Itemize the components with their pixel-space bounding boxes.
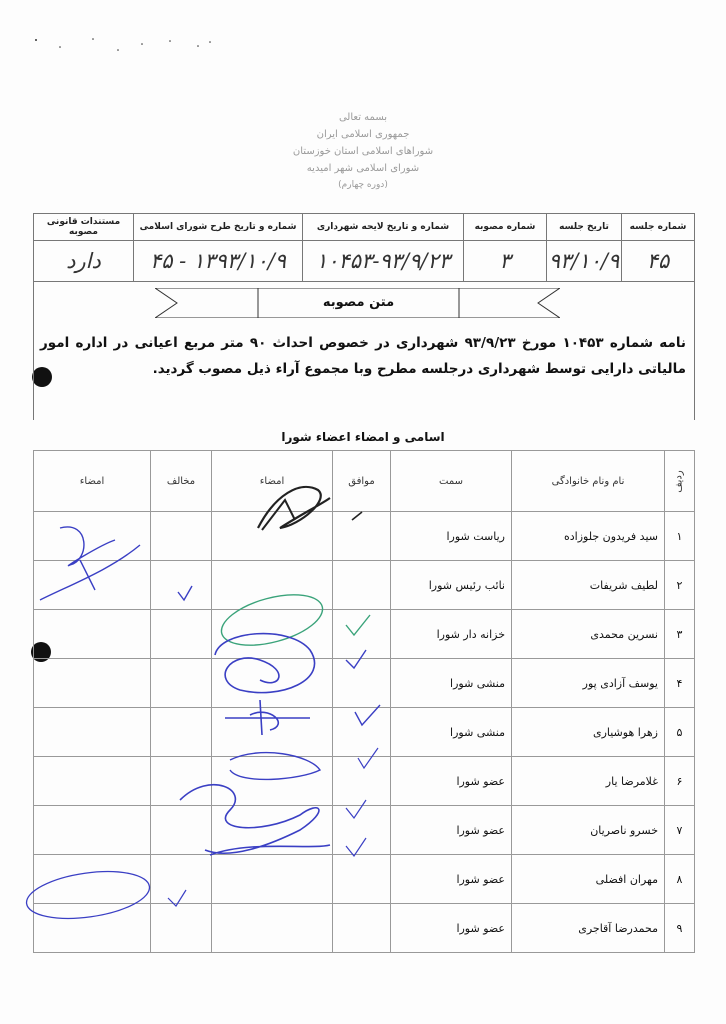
member-role: منشی شورا: [391, 708, 512, 757]
member-role: عضو شورا: [391, 904, 512, 953]
signature-cell: [212, 512, 333, 561]
member-role: خزانه دار شورا: [391, 610, 512, 659]
signature-cell-2: [34, 610, 151, 659]
meta-header: مستندات قانونی مصوبه: [34, 214, 134, 241]
member-name: یوسف آزادی پور: [512, 659, 665, 708]
member-name: خسرو ناصریان: [512, 806, 665, 855]
signature-cell: [212, 561, 333, 610]
meta-header: شماره و تاریخ طرح شورای اسلامی: [134, 214, 303, 241]
member-role: عضو شورا: [391, 757, 512, 806]
signature-cell-2: [34, 708, 151, 757]
session-meta-table: [33, 213, 695, 282]
signature-cell: [212, 855, 333, 904]
row-number: ۴: [665, 659, 695, 708]
agree-cell: [333, 904, 391, 953]
meta-value: ۱۳۹۳/۱۰/۹ - ۴۵: [134, 241, 303, 282]
table-row: [34, 904, 695, 953]
row-number: ۵: [665, 708, 695, 757]
resolution-title: متن مصوبه: [322, 295, 395, 310]
signature-cell-2: [34, 512, 151, 561]
signature-cell-2: [34, 561, 151, 610]
member-role: عضو شورا: [391, 855, 512, 904]
meta-value: ۱۰۴۵۳-۹۳/۹/۲۳: [303, 241, 464, 282]
member-role: نائب رئیس شورا: [391, 561, 512, 610]
table-row: [34, 561, 695, 610]
meta-value: ۹۳/۱۰/۹: [547, 241, 622, 282]
agree-cell: [333, 855, 391, 904]
row-number: ۹: [665, 904, 695, 953]
oppose-cell: [151, 757, 212, 806]
meta-header: شماره مصوبه: [464, 214, 547, 241]
meta-header: تاریخ جلسه: [547, 214, 622, 241]
row-number: ۲: [665, 561, 695, 610]
signature-cell: [212, 806, 333, 855]
row-number: ۶: [665, 757, 695, 806]
member-name: مهران افضلی: [512, 855, 665, 904]
members-title: اسامی و امضاء اعضاء شورا: [281, 430, 445, 444]
scan-speckles: [0, 0, 726, 60]
table-row: [34, 757, 695, 806]
member-name: سید فریدون جلوزاده: [512, 512, 665, 561]
agree-cell: [333, 512, 391, 561]
signature-cell-2: [34, 806, 151, 855]
oppose-cell: [151, 904, 212, 953]
table-row: [34, 512, 695, 561]
members-table: [33, 450, 695, 953]
signature-cell: [212, 659, 333, 708]
header-row-number: ردیف: [665, 451, 695, 512]
member-role: عضو شورا: [391, 806, 512, 855]
oppose-cell: [151, 708, 212, 757]
signature-cell-2: [34, 855, 151, 904]
oppose-cell: [151, 512, 212, 561]
agree-cell: [333, 561, 391, 610]
row-number: ۷: [665, 806, 695, 855]
member-name: زهرا هوشیاری: [512, 708, 665, 757]
row-number: ۸: [665, 855, 695, 904]
member-name: لطیف شریفات: [512, 561, 665, 610]
signature-cell: [212, 708, 333, 757]
signature-cell-2: [34, 757, 151, 806]
agree-cell: [333, 610, 391, 659]
signature-cell-2: [34, 659, 151, 708]
meta-value: دارد: [34, 241, 134, 282]
header-role: سمت: [391, 451, 512, 512]
oppose-cell: [151, 806, 212, 855]
oppose-cell: [151, 659, 212, 708]
row-number: ۳: [665, 610, 695, 659]
signature-cell-2: [34, 904, 151, 953]
member-name: غلامرضا یار: [512, 757, 665, 806]
header-oppose: مخالف: [151, 451, 212, 512]
oppose-cell: [151, 610, 212, 659]
header-line-4: شورای اسلامی شهر امیدیه: [306, 163, 420, 174]
member-role: ریاست شورا: [391, 512, 512, 561]
meta-header: شماره جلسه: [622, 214, 695, 241]
table-row: [34, 855, 695, 904]
agree-cell: [333, 806, 391, 855]
table-row: [34, 610, 695, 659]
header-signature: امضاء: [212, 451, 333, 512]
signature-cell: [212, 904, 333, 953]
agree-cell: [333, 757, 391, 806]
header-line-1: بسمه تعالی: [338, 112, 388, 123]
agree-cell: [333, 708, 391, 757]
resolution-text: نامه شماره ۱۰۴۵۳ مورخ ۹۳/۹/۲۳ شهرداری در خصوص احداث ۹۰ متر مربع اعیانی در اداره امور مالیاتی دارایی توسط شهرداری درجلسه مطرح وبا مجموع آراء ذیل مصوب گردید.: [40, 335, 686, 377]
header-agree: موافق: [333, 451, 391, 512]
signature-cell: [212, 610, 333, 659]
table-row: [34, 659, 695, 708]
table-row: [34, 708, 695, 757]
oppose-cell: [151, 561, 212, 610]
header-name: نام ونام خانوادگی: [512, 451, 665, 512]
member-name: نسرین محمدی: [512, 610, 665, 659]
member-role: منشی شورا: [391, 659, 512, 708]
table-row: [34, 806, 695, 855]
header-line-2: جمهوری اسلامی ایران: [316, 129, 410, 140]
meta-value: ۴۵: [622, 241, 695, 282]
meta-value: ۳: [464, 241, 547, 282]
agree-cell: [333, 659, 391, 708]
row-number: ۱: [665, 512, 695, 561]
meta-header: شماره و تاریخ لایحه شهرداری: [303, 214, 464, 241]
header-signature-2: امضاء: [34, 451, 151, 512]
header-line-3: شوراهای اسلامی استان خوزستان: [292, 146, 434, 157]
member-name: محمدرضا آقاجری: [512, 904, 665, 953]
signature-cell: [212, 757, 333, 806]
header-line-5: (دوره چهارم): [338, 180, 388, 190]
oppose-cell: [151, 855, 212, 904]
